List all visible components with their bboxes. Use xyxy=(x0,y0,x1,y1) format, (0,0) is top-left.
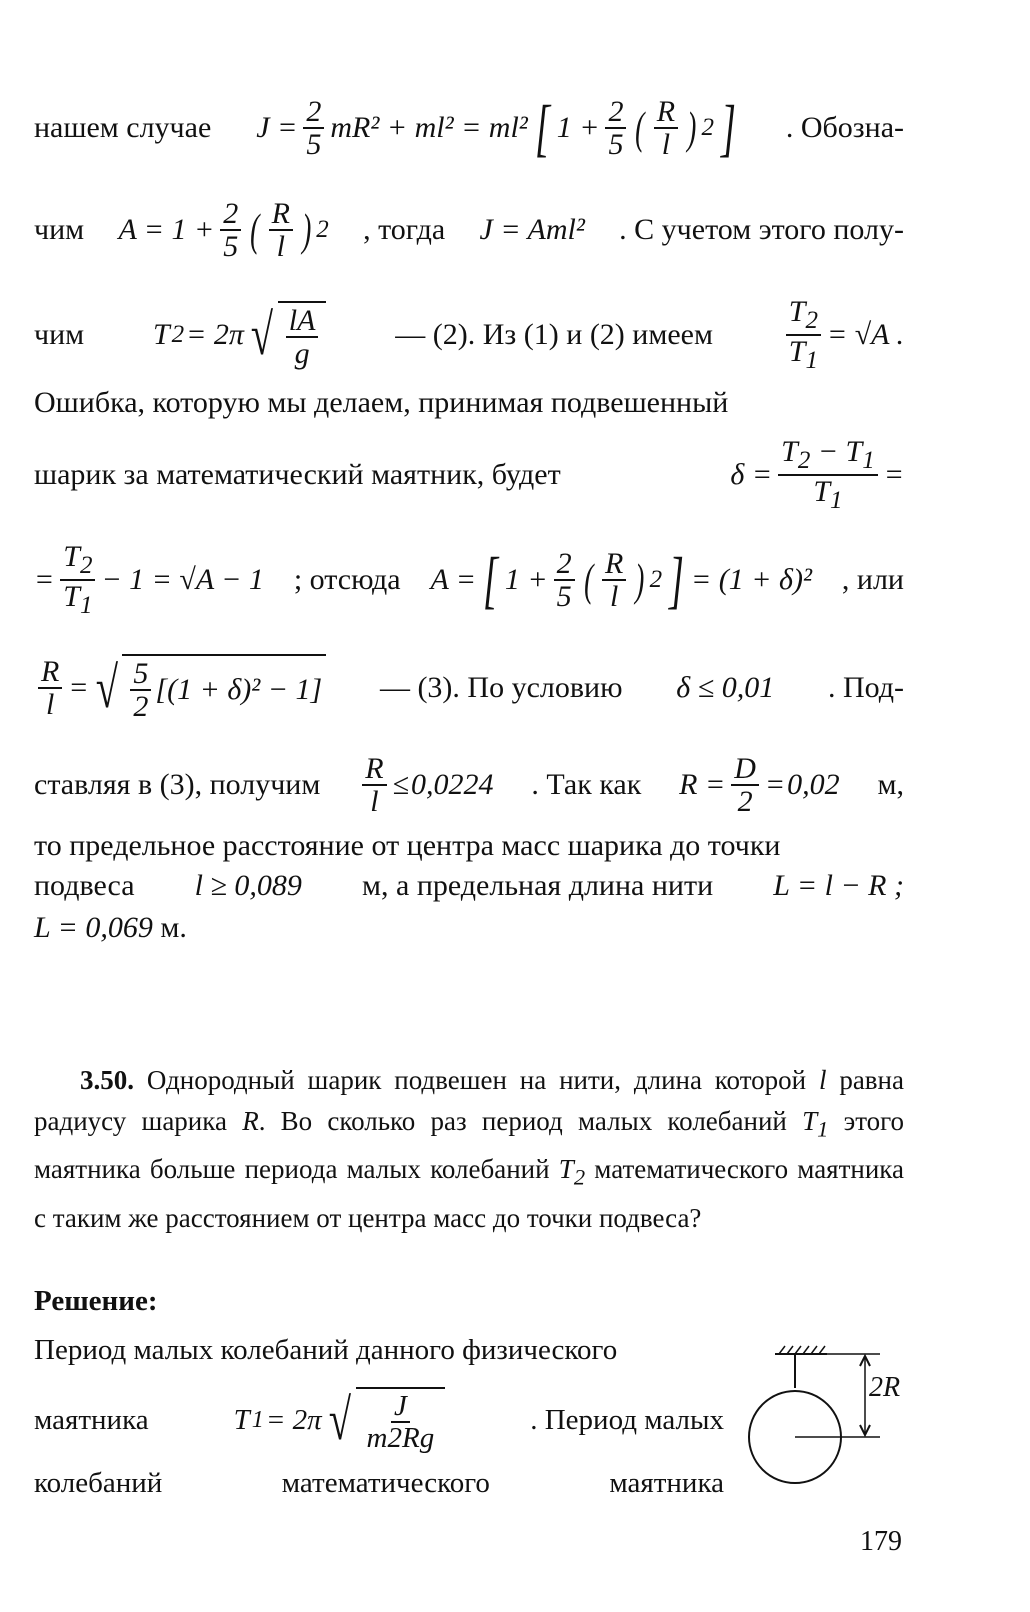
text-line xyxy=(34,434,904,514)
text-fragment: чим xyxy=(34,213,85,246)
formula-r-over-l-value: $\frac{R}{l}$ ≤ 0,0224 xyxy=(358,753,493,818)
formula-a-delta: A = [ 1 + $\frac{2}{5}$ ( $\frac{R}{l}$ ) 2 ] = (1 + δ)² xyxy=(430,544,812,615)
text-fragment: шарик за математический маятник, будет xyxy=(34,458,561,491)
formula-j-aml2: J = Aml² xyxy=(479,213,585,246)
text-fragment: — (2). Из (1) и (2) имеем xyxy=(395,318,713,351)
text-fragment: , или xyxy=(841,563,904,596)
formula-radius: R = $\frac{D}{2}$ = 0,02 xyxy=(679,751,840,818)
text-fragment: этого маятника больше периода малых колебаний xyxy=(34,1106,905,1185)
text-fragment: . С учетом этого полу- xyxy=(619,213,904,246)
problem-statement: 3.50. Однородный шарик подвешен на нити, длина которой l равна радиусу шарика R. Во сколько раз период малых колебаний $T_1$ этого маятника больше периода малых колебаний $T_2$ математического маятника с таким же расстоянием от центра масс до точки подвеса? xyxy=(34,1065,905,1233)
text-fragment: — (3). По условию xyxy=(379,671,623,704)
text-line xyxy=(34,648,904,728)
text-fragment: м. xyxy=(160,911,187,944)
formula-delta-condition: δ ≤ 0,01 xyxy=(676,671,775,704)
text-fragment: математического xyxy=(281,1467,490,1499)
text-fragment: математического маятника с таким же расстоянием от центра масс до точки подвеса? xyxy=(34,1154,904,1233)
text-fragment: . Под- xyxy=(827,671,904,704)
text-line xyxy=(34,88,904,168)
text-fragment: маятника xyxy=(34,1404,149,1436)
text-fragment: ; отсюда xyxy=(293,563,401,596)
formula-t1-period: T 1 = 2π √ $\frac{J}{m2Rg}$ xyxy=(234,1387,446,1454)
formula-l-limit: l ≥ 0,089 xyxy=(194,869,302,902)
text-fragment: равна радиусу шарика xyxy=(34,1065,904,1136)
text-fragment: подвеса xyxy=(34,869,135,902)
text-fragment: м, xyxy=(877,768,904,801)
solution-heading: Решение: xyxy=(34,1285,158,1317)
text-fragment: Однородный шарик подвешен на нити, длина которой xyxy=(146,1065,807,1095)
text-line xyxy=(34,385,904,421)
solution-line xyxy=(34,1385,724,1455)
text-fragment: , тогда xyxy=(363,213,446,246)
formula-a-definition: A = 1 + $\frac{2}{5}$ ( $\frac{R}{l}$ ) 2 xyxy=(118,196,329,263)
formula-r-over-l: $\frac{R}{l}$ = √ $\frac{5}{2}$ [(1 + δ)² − 1] xyxy=(34,654,326,723)
text-fragment: колебаний xyxy=(34,1467,163,1499)
text-line xyxy=(34,868,904,904)
solution-line xyxy=(34,1465,724,1501)
formula-delta-sqrt: = $\frac{T_2}{T_1}$ − 1 = √A − 1 xyxy=(34,539,264,619)
text-fragment: маятника xyxy=(609,1467,724,1499)
text-fragment: ставляя в (3), получим xyxy=(34,768,321,801)
text-fragment: Ошибка, которую мы делаем, принимая подвешенный xyxy=(34,386,729,419)
text-fragment: . Во сколько раз период малых колебаний xyxy=(258,1106,787,1136)
text-line xyxy=(34,190,904,270)
text-fragment: то предельное расстояние от центра масс шарика до точки xyxy=(34,829,781,862)
ceiling-hatching xyxy=(779,1346,825,1354)
text-line xyxy=(34,910,904,946)
formula-moment-of-inertia: J = $\frac{2}{5}$ mR² + ml² = ml² [ 1 + $\frac{2}{5}$ ( $\frac{R}{l}$ ) 2 ] xyxy=(256,92,736,163)
pendulum-figure xyxy=(745,1340,915,1500)
dimension-label: 2R xyxy=(869,1372,901,1403)
text-line xyxy=(34,540,904,620)
text-fragment: м, а предельная длина нити xyxy=(362,869,714,902)
text-fragment: . Период малых xyxy=(530,1404,724,1436)
formula-length-result: L = 0,069 xyxy=(34,911,153,944)
text-line xyxy=(34,828,904,864)
text-line xyxy=(34,745,904,825)
text-fragment: . Так как xyxy=(531,768,642,801)
text-fragment: нашем случае xyxy=(34,111,212,144)
formula-ratio-sqrt-a: $\frac{T_2}{T_1}$ = √A . xyxy=(782,296,904,375)
text-fragment: чим xyxy=(34,318,85,351)
problem-number: 3.50. xyxy=(80,1065,134,1095)
formula-length-thread: L = l − R ; xyxy=(773,869,904,902)
text-line xyxy=(34,295,904,375)
text-fragment: . Обозна- xyxy=(785,111,904,144)
formula-t2-period: T 2 = 2π √ $\frac{lA}{g}$ xyxy=(153,301,326,370)
formula-delta-definition: δ = $\frac{T_2 - T_1}{T_1}$ = xyxy=(730,434,904,514)
page-number: 179 xyxy=(860,1526,902,1557)
solution-line: Период малых колебаний данного физического xyxy=(34,1334,618,1366)
